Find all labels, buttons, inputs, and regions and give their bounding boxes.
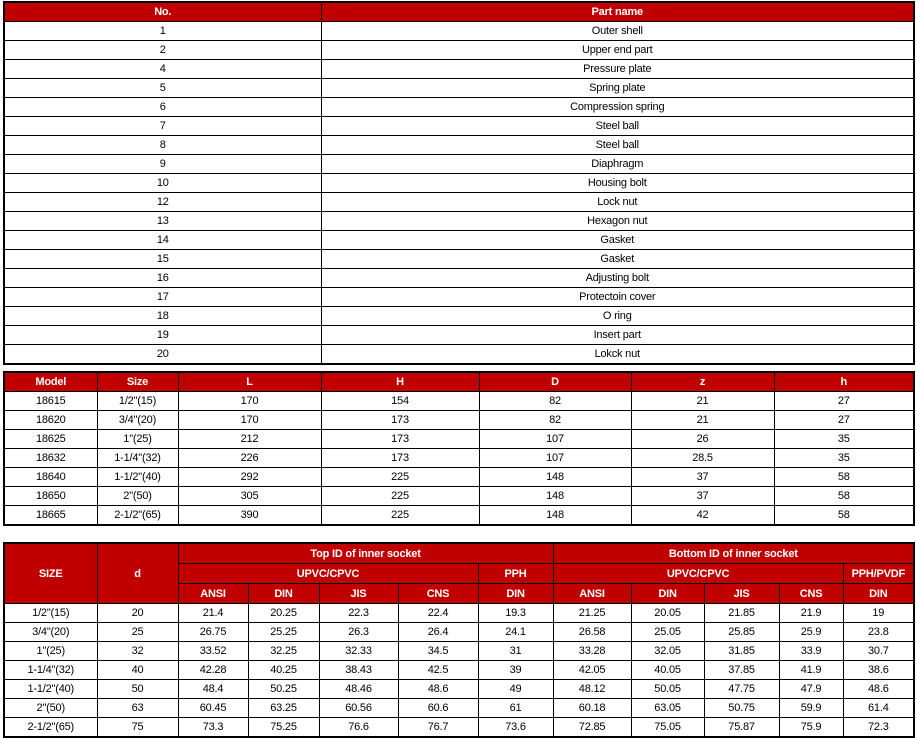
table-cell: Steel ball [321,117,914,136]
table-cell: 33.28 [553,642,631,661]
table-cell: 9 [4,155,321,174]
table-cell: 23.8 [843,623,914,642]
socket-table-body [4,604,914,738]
table-cell: 48.12 [553,680,631,699]
table-row [4,506,914,526]
parts-table [3,1,915,365]
table-header-row [4,372,914,392]
table-cell: 173 [321,449,479,468]
table-row [4,155,914,174]
table-cell: 32 [97,642,178,661]
table-cell: 35 [774,430,914,449]
table-row [4,136,914,155]
table-cell: 82 [479,411,631,430]
table-cell: 31.85 [704,642,779,661]
dimensions-table-body [4,392,914,526]
table-row [4,604,914,623]
table-cell: 18650 [4,487,97,506]
table-cell: Lock nut [321,193,914,212]
table-cell: 30.7 [843,642,914,661]
table-cell: 47.9 [779,680,843,699]
table-row [4,411,914,430]
table-cell: 26.58 [553,623,631,642]
table-cell: 16 [4,269,321,288]
table-cell: 2-1/2"(65) [97,506,178,526]
table-row [4,212,914,231]
table-cell: 25.25 [248,623,319,642]
column-header-top-din: DIN [248,584,319,604]
table-row [4,307,914,326]
table-cell: 60.56 [319,699,398,718]
column-header-h2: h [774,372,914,392]
table-row [4,269,914,288]
table-cell: 14 [4,231,321,250]
table-row [4,231,914,250]
table-cell: 18 [4,307,321,326]
column-header-d: D [479,372,631,392]
table-cell: 27 [774,392,914,411]
table-cell: 50.75 [704,699,779,718]
column-header-part-name: Part name [321,2,914,22]
table-cell: 15 [4,250,321,269]
table-cell: 75.87 [704,718,779,738]
parts-table-header [4,2,914,22]
table-cell: 173 [321,411,479,430]
table-cell: 1"(25) [4,642,97,661]
table-cell: 40.25 [248,661,319,680]
table-row [4,250,914,269]
table-cell: 292 [178,468,321,487]
table-cell: 12 [4,193,321,212]
table-cell: Protectoin cover [321,288,914,307]
parts-table-body [4,22,914,365]
table-cell: O ring [321,307,914,326]
table-cell: 6 [4,98,321,117]
group-header-bottom-id: Bottom ID of inner socket [553,543,914,564]
table-row [4,642,914,661]
table-cell: 58 [774,506,914,526]
table-cell: 21.85 [704,604,779,623]
table-cell: 38.6 [843,661,914,680]
table-cell: 225 [321,487,479,506]
table-cell: 75.05 [631,718,704,738]
table-cell: 170 [178,392,321,411]
table-cell: 1-1/2"(40) [4,680,97,699]
table-cell: 25.05 [631,623,704,642]
table-cell: 33.9 [779,642,843,661]
table-cell: 1-1/2"(40) [97,468,178,487]
table-cell: 22.3 [319,604,398,623]
table-cell: Compression spring [321,98,914,117]
table-cell: 18615 [4,392,97,411]
table-cell: 170 [178,411,321,430]
table-cell: 10 [4,174,321,193]
table-cell: 75.25 [248,718,319,738]
table-cell: 7 [4,117,321,136]
table-cell: 37.85 [704,661,779,680]
column-header-z: z [631,372,774,392]
table-cell: 35 [774,449,914,468]
table-cell: 148 [479,468,631,487]
table-cell: 2"(50) [4,699,97,718]
table-cell: 41.9 [779,661,843,680]
table-cell: 34.5 [398,642,478,661]
table-cell: 225 [321,506,479,526]
table-cell: 21.25 [553,604,631,623]
subgroup-header-top-upvc-cpvc: UPVC/CPVC [178,564,478,584]
table-cell: 38.43 [319,661,398,680]
table-row [4,430,914,449]
table-cell: 148 [479,487,631,506]
column-header-size: SIZE [4,543,97,604]
column-header-top-pph-din: DIN [478,584,553,604]
table-cell: 42.28 [178,661,248,680]
table-row [4,468,914,487]
table-row [4,288,914,307]
table-cell: 4 [4,60,321,79]
table-cell: 1"(25) [97,430,178,449]
table-row [4,174,914,193]
table-cell: 40.05 [631,661,704,680]
table-cell: 1-1/4"(32) [97,449,178,468]
table-cell: 20.05 [631,604,704,623]
table-cell: 18620 [4,411,97,430]
table-cell: 5 [4,79,321,98]
table-cell: 3/4"(20) [97,411,178,430]
table-cell: Hexagon nut [321,212,914,231]
table-cell: 21.9 [779,604,843,623]
table-row [4,661,914,680]
table-cell: 75 [97,718,178,738]
table-cell: 18625 [4,430,97,449]
table-cell: 22.4 [398,604,478,623]
table-cell: 26.75 [178,623,248,642]
table-cell: 28.5 [631,449,774,468]
table-cell: Housing bolt [321,174,914,193]
column-header-h: H [321,372,479,392]
table-cell: 3/4"(20) [4,623,97,642]
table-cell: 33.52 [178,642,248,661]
table-row [4,41,914,60]
table-row [4,117,914,136]
table-cell: 19 [4,326,321,345]
table-header-row [4,543,914,564]
table-cell: 173 [321,430,479,449]
table-row [4,60,914,79]
subgroup-header-bottom-pph-pvdf: PPH/PVDF [843,564,914,584]
column-header-top-cns: CNS [398,584,478,604]
table-cell: 50 [97,680,178,699]
column-header-size: Size [97,372,178,392]
table-cell: 58 [774,487,914,506]
table-cell: Insert part [321,326,914,345]
table-cell: 226 [178,449,321,468]
table-cell: Pressure plate [321,60,914,79]
table-cell: 305 [178,487,321,506]
column-header-bottom-din: DIN [631,584,704,604]
table-cell: 49 [478,680,553,699]
column-header-bottom-cns: CNS [779,584,843,604]
table-cell: 73.3 [178,718,248,738]
table-cell: Diaphragm [321,155,914,174]
table-cell: 25 [97,623,178,642]
table-cell: 18640 [4,468,97,487]
table-row [4,623,914,642]
table-row [4,680,914,699]
column-header-bottom-pvdf-din: DIN [843,584,914,604]
table-cell: 32.33 [319,642,398,661]
column-header-l: L [178,372,321,392]
table-row [4,79,914,98]
table-cell: 63.25 [248,699,319,718]
table-cell: 72.85 [553,718,631,738]
table-cell: 48.6 [398,680,478,699]
table-row [4,449,914,468]
table-cell: 19.3 [478,604,553,623]
table-cell: 60.6 [398,699,478,718]
table-cell: 21 [631,392,774,411]
table-cell: 82 [479,392,631,411]
table-cell: 17 [4,288,321,307]
table-cell: 48.6 [843,680,914,699]
table-cell: 2"(50) [97,487,178,506]
table-cell: Steel ball [321,136,914,155]
table-cell: 20.25 [248,604,319,623]
table-cell: 26.4 [398,623,478,642]
table-cell: 8 [4,136,321,155]
table-header-row [4,2,914,22]
table-cell: 13 [4,212,321,231]
column-header-top-ansi: ANSI [178,584,248,604]
table-cell: 61 [478,699,553,718]
table-cell: 42.5 [398,661,478,680]
table-cell: 18665 [4,506,97,526]
table-cell: 76.7 [398,718,478,738]
column-header-d: d [97,543,178,604]
table-row [4,98,914,117]
table-cell: 107 [479,430,631,449]
table-cell: 47.75 [704,680,779,699]
table-cell: 50.05 [631,680,704,699]
table-cell: 148 [479,506,631,526]
table-cell: 26.3 [319,623,398,642]
socket-table [3,542,915,738]
table-cell: 107 [479,449,631,468]
table-cell: 18632 [4,449,97,468]
table-cell: Adjusting bolt [321,269,914,288]
table-cell: 73.6 [478,718,553,738]
table-cell: 1/2"(15) [97,392,178,411]
column-header-bottom-ansi: ANSI [553,584,631,604]
table-cell: 21 [631,411,774,430]
table-cell: 154 [321,392,479,411]
table-cell: 60.45 [178,699,248,718]
table-cell: 59.9 [779,699,843,718]
column-header-model: Model [4,372,97,392]
column-header-no: No. [4,2,321,22]
table-cell: 39 [478,661,553,680]
table-cell: 225 [321,468,479,487]
table-cell: 32.25 [248,642,319,661]
table-cell: 390 [178,506,321,526]
table-cell: 212 [178,430,321,449]
table-cell: Upper end part [321,41,914,60]
table-cell: 26 [631,430,774,449]
subgroup-header-bottom-upvc-cpvc: UPVC/CPVC [553,564,843,584]
table-row [4,392,914,411]
table-cell: 1-1/4"(32) [4,661,97,680]
table-cell: 63.05 [631,699,704,718]
table-cell: 1 [4,22,321,41]
table-cell: 20 [4,345,321,365]
table-cell: 58 [774,468,914,487]
column-header-top-jis: JIS [319,584,398,604]
table-cell: 48.46 [319,680,398,699]
table-cell: 63 [97,699,178,718]
column-header-bottom-jis: JIS [704,584,779,604]
table-cell: Spring plate [321,79,914,98]
subgroup-header-top-pph: PPH [478,564,553,584]
table-cell: 19 [843,604,914,623]
table-row [4,326,914,345]
table-row [4,487,914,506]
table-cell: 76.6 [319,718,398,738]
table-row [4,193,914,212]
table-row [4,22,914,41]
table-cell: 20 [97,604,178,623]
table-cell: 50.25 [248,680,319,699]
table-cell: 25.85 [704,623,779,642]
table-cell: 25.9 [779,623,843,642]
table-cell: 75.9 [779,718,843,738]
table-cell: 1/2"(15) [4,604,97,623]
table-cell: 27 [774,411,914,430]
table-cell: 24.1 [478,623,553,642]
table-cell: 32.05 [631,642,704,661]
table-cell: Gasket [321,250,914,269]
socket-table-header [4,543,914,604]
table-cell: 21.4 [178,604,248,623]
table-row [4,699,914,718]
table-cell: 42.05 [553,661,631,680]
table-cell: 2-1/2"(65) [4,718,97,738]
table-cell: 37 [631,468,774,487]
table-cell: 61.4 [843,699,914,718]
table-row [4,718,914,738]
table-cell: 42 [631,506,774,526]
table-cell: 48.4 [178,680,248,699]
table-cell: Lokck nut [321,345,914,365]
table-cell: 2 [4,41,321,60]
table-cell: 40 [97,661,178,680]
table-cell: 31 [478,642,553,661]
table-cell: 72.3 [843,718,914,738]
table-cell: Outer shell [321,22,914,41]
table-cell: 37 [631,487,774,506]
group-header-top-id: Top ID of inner socket [178,543,553,564]
table-row [4,345,914,365]
table-cell: Gasket [321,231,914,250]
table-cell: 60.18 [553,699,631,718]
dimensions-table-header [4,372,914,392]
dimensions-table [3,371,915,526]
